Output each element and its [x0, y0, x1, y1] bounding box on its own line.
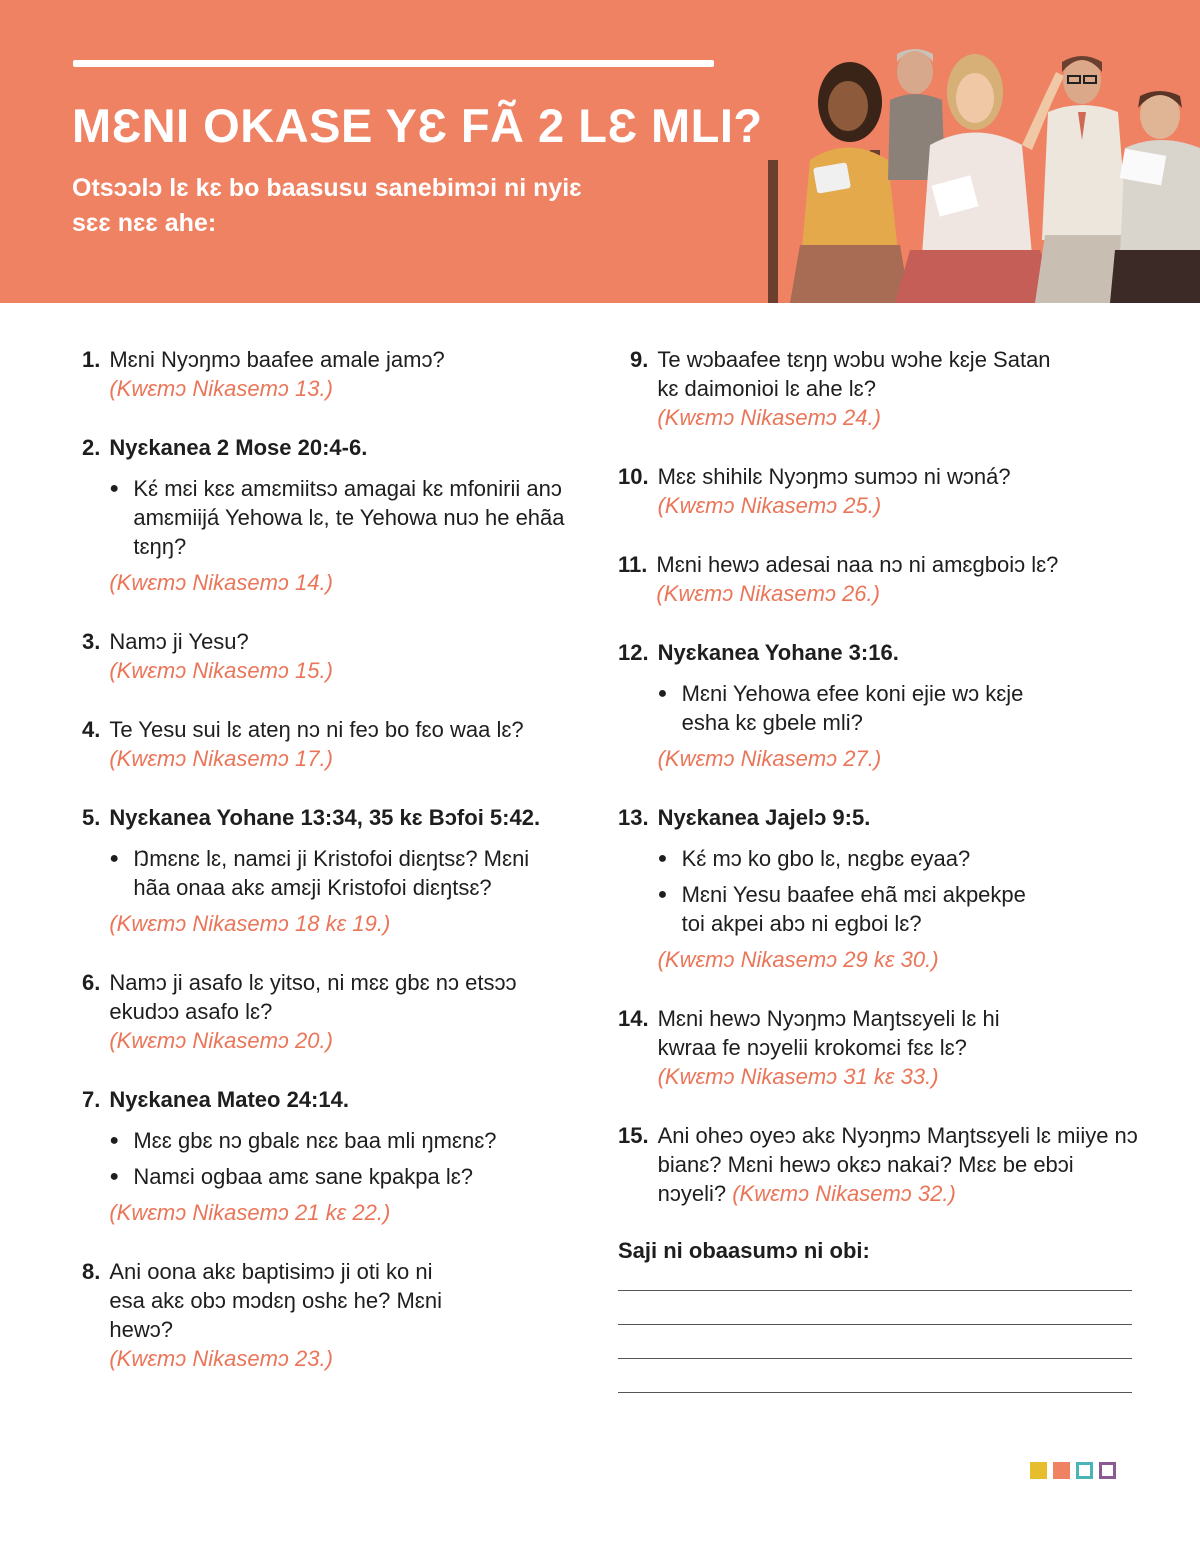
answer-line[interactable]	[618, 1392, 1132, 1393]
question-text: Nyɛkanea Yohane 13:34, 35 kɛ Bɔfoi 5:42.	[109, 805, 541, 830]
questions-right-column	[618, 345, 1138, 1426]
bullet-item: ● Mɛni Yehowa efee koni ejie wɔ kɛje esha kɛ gbele mli?	[657, 681, 1024, 735]
question-item	[618, 550, 1138, 608]
question-item	[82, 968, 572, 1055]
question-reference: (Kwɛmɔ Nikasemɔ 29 kɛ 30.)	[657, 947, 939, 972]
question-item	[82, 803, 572, 938]
question-reference: (Kwɛmɔ Nikasemɔ 18 kɛ 19.)	[109, 911, 391, 936]
question-bullets	[658, 679, 1038, 737]
purple-outline-square-icon	[1099, 1462, 1116, 1479]
bullet-dot-icon: ●	[109, 480, 120, 497]
question-bullets	[109, 844, 572, 902]
question-text: Te wɔbaafee tɛŋŋ wɔbu wɔhe kɛje Satan kɛ daimonioi lɛ ahe lɛ?	[657, 347, 1051, 401]
question-text: Nyɛkanea Mateo 24:14.	[109, 1087, 349, 1112]
question-reference: (Kwɛmɔ Nikasemɔ 32.)	[732, 1181, 956, 1206]
question-number: 11.	[618, 552, 648, 577]
page-subtitle: Otsɔɔlɔ lɛ kɛ bo baasusu sanebimɔi ni nyiɛ sɛɛ nɛɛ ahe:	[72, 174, 582, 237]
answer-line[interactable]	[618, 1358, 1132, 1359]
question-text: Mɛni Nyɔŋmɔ baafee amale jamɔ?	[109, 347, 445, 372]
question-text: Ani oona akɛ baptisimɔ ji oti ko ni esa akɛ obɔ mɔdɛŋ oshɛ he? Mɛni hewɔ?	[109, 1259, 442, 1342]
question-item	[82, 433, 572, 597]
question-number: 8.	[82, 1259, 101, 1284]
question-reference: (Kwɛmɔ Nikasemɔ 20.)	[109, 1028, 333, 1053]
question-bullets	[109, 474, 572, 561]
bullet-item: ● Mɛɛ gbɛ nɔ gbalɛ nɛɛ baa mli ŋmɛnɛ?	[109, 1128, 497, 1153]
question-number: 5.	[82, 805, 101, 830]
header-rule	[73, 60, 714, 67]
teal-outline-square-icon	[1076, 1462, 1093, 1479]
people-seated-illustration	[760, 40, 1200, 303]
question-text: Ani oheɔ oyeɔ akɛ Nyɔŋmɔ Maŋtsɛyeli lɛ miiye nɔ bianɛ? Mɛni hewɔ okɛɔ nakai? Mɛɛ be ebɔi nɔyeli?	[657, 1123, 1138, 1206]
question-item	[618, 1004, 1138, 1091]
question-number: 4.	[82, 717, 101, 742]
question-number: 2.	[82, 435, 101, 460]
question-number: 7.	[82, 1087, 101, 1112]
question-text: Nyɛkanea Yohane 3:16.	[657, 640, 899, 665]
questions-left-column	[82, 345, 572, 1403]
question-number: 1.	[82, 347, 101, 372]
question-item	[618, 638, 1138, 773]
bullet-item: ● Kɛ́ mɔ ko gbo lɛ, nɛgbɛ eyaa?	[657, 846, 971, 871]
question-item	[618, 345, 1138, 432]
question-text: Mɛni hewɔ adesai naa nɔ ni amɛgboiɔ lɛ?	[656, 552, 1059, 577]
header-banner	[0, 0, 1200, 303]
bullet-dot-icon: ●	[109, 1168, 120, 1185]
question-item	[618, 462, 1138, 520]
question-number: 3.	[82, 629, 101, 654]
question-text: Nyɛkanea 2 Mose 20:4-6.	[109, 435, 368, 460]
bullet-item: ● Kɛ́ mɛi kɛɛ amɛmiitsɔ amagai kɛ mfonirii anɔ amɛmiijá Yehowa lɛ, te Yehowa nuɔ he ehãa tɛŋŋ?	[109, 476, 565, 559]
question-number: 14.	[618, 1006, 649, 1031]
question-reference: (Kwɛmɔ Nikasemɔ 26.)	[656, 581, 880, 606]
question-reference: (Kwɛmɔ Nikasemɔ 21 kɛ 22.)	[109, 1200, 391, 1225]
answer-line[interactable]	[618, 1324, 1132, 1325]
page-title: MƐNI OKASE YƐ FÃ 2 LƐ MLI?	[72, 99, 763, 152]
bullet-item: ● Ŋmɛnɛ lɛ, namɛi ji Kristofoi diɛŋtsɛ? Mɛni hãa onaa akɛ amɛji Kristofoi diɛŋtsɛ?	[109, 846, 530, 900]
bullet-item: ● Namɛi ogbaa amɛ sane kpakpa lɛ?	[109, 1164, 474, 1189]
question-reference: (Kwɛmɔ Nikasemɔ 14.)	[109, 570, 333, 595]
question-reference: (Kwɛmɔ Nikasemɔ 31 kɛ 33.)	[657, 1064, 939, 1089]
question-number: 9.	[630, 347, 649, 372]
question-item	[82, 715, 572, 773]
bullet-dot-icon: ●	[109, 1132, 120, 1149]
question-bullets	[109, 1126, 572, 1191]
question-text: Mɛɛ shihilɛ Nyɔŋmɔ sumɔɔ ni wɔná?	[657, 464, 1011, 489]
question-reference: (Kwɛmɔ Nikasemɔ 27.)	[657, 746, 882, 771]
question-item	[82, 1085, 572, 1227]
question-text: Namɔ ji asafo lɛ yitso, ni mɛɛ gbɛ nɔ etsɔɔ ekudɔɔ asafo lɛ?	[109, 970, 517, 1024]
question-reference: (Kwɛmɔ Nikasemɔ 25.)	[657, 493, 882, 518]
question-text: Te Yesu sui lɛ ateŋ nɔ ni feɔ bo fɛo waa lɛ?	[109, 717, 524, 742]
question-item	[82, 627, 572, 685]
question-item	[82, 345, 572, 403]
question-reference: (Kwɛmɔ Nikasemɔ 24.)	[657, 405, 881, 430]
question-reference: (Kwɛmɔ Nikasemɔ 13.)	[109, 376, 333, 401]
question-text: Mɛni hewɔ Nyɔŋmɔ Maŋtsɛyeli lɛ hi kwraa fe nɔyelii krokomɛi fɛɛ lɛ?	[657, 1006, 1000, 1060]
question-number: 12.	[618, 640, 649, 665]
bullet-dot-icon: ●	[657, 685, 668, 702]
question-text: Nyɛkanea Jajelɔ 9:5.	[657, 805, 871, 830]
question-text: Namɔ ji Yesu?	[109, 629, 249, 654]
question-number: 6.	[82, 970, 101, 995]
question-number: 10.	[618, 464, 649, 489]
orange-square-icon	[1053, 1462, 1070, 1479]
question-item	[82, 1257, 572, 1373]
bullet-item: ● Mɛni Yesu baafee ehã mɛi akpekpe toi akpei abɔ ni egboi lɛ?	[657, 882, 1026, 936]
question-bullets	[658, 844, 1048, 938]
answer-section-label: Saji ni obaasumɔ ni obi:	[618, 1238, 870, 1263]
question-item	[618, 803, 1138, 974]
bullet-dot-icon: ●	[109, 850, 120, 867]
question-reference: (Kwɛmɔ Nikasemɔ 17.)	[109, 746, 333, 771]
question-reference: (Kwɛmɔ Nikasemɔ 23.)	[109, 1346, 333, 1371]
bullet-dot-icon: ●	[657, 850, 668, 867]
bullet-dot-icon: ●	[657, 886, 668, 903]
question-number: 13.	[618, 805, 649, 830]
question-number: 15.	[618, 1123, 649, 1148]
question-item	[618, 1121, 1138, 1208]
yellow-square-icon	[1030, 1462, 1047, 1479]
decorative-squares	[1030, 1462, 1116, 1479]
question-reference: (Kwɛmɔ Nikasemɔ 15.)	[109, 658, 333, 683]
answer-line[interactable]	[618, 1290, 1132, 1291]
